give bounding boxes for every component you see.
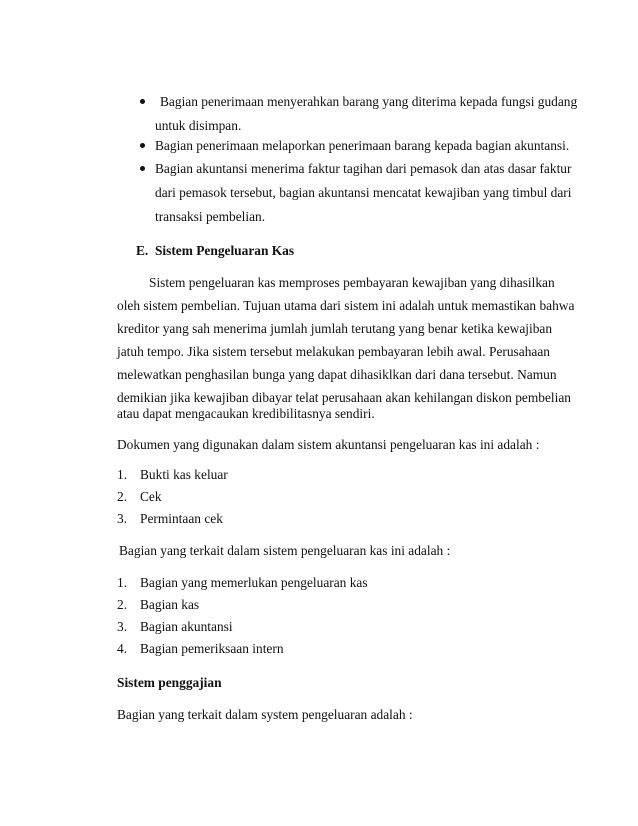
list-number: 2.	[117, 597, 128, 612]
documents-intro: Dokumen yang digunakan dalam sistem akuntansi pengeluaran kas ini adalah :	[117, 437, 540, 452]
paragraph-line: demikian jika kewajiban dibayar telat perusahaan akan kehilangan diskon pembelian	[117, 390, 572, 405]
bullet-text-line: Bagian penerimaan melaporkan penerimaan barang kepada bagian akuntansi.	[155, 138, 570, 153]
list-item	[117, 617, 233, 636]
list-item-text: Permintaan cek	[140, 511, 223, 526]
list-item-text: Bagian yang memerlukan pengeluaran kas	[140, 575, 368, 590]
paragraph-line: melewatkan penghasilan bunga yang dapat dihasiklkan dari dana tersebut. Namun	[117, 367, 557, 382]
bullet-icon	[140, 143, 145, 148]
paragraph-line: kreditor yang sah menerima jumlah jumlah terutang yang benar ketika kewajiban	[117, 321, 553, 336]
list-item	[117, 573, 368, 592]
list-item	[117, 509, 223, 528]
bullet-text-line: untuk disimpan.	[155, 118, 242, 133]
paragraph-line: Sistem pengeluaran kas memproses pembayaran kewajiban yang dihasilkan	[149, 275, 555, 290]
parts-intro: Bagian yang terkait dalam sistem pengeluaran kas ini adalah :	[119, 543, 451, 558]
list-item	[117, 639, 284, 658]
list-number: 3.	[117, 511, 128, 526]
section-heading: E. Sistem Pengeluaran Kas	[136, 243, 295, 258]
bullet-text-line: dari pemasok tersebut, bagian akuntansi mencatat kewajiban yang timbul dari	[155, 185, 572, 200]
bullet-text-line: transaksi pembelian.	[155, 209, 266, 224]
list-item	[117, 465, 228, 484]
payroll-heading: Sistem penggajian	[117, 675, 222, 690]
bullet-icon	[140, 166, 145, 171]
list-item-text: Bukti kas keluar	[140, 467, 228, 482]
paragraph-line: atau dapat mengacaukan kredibilitasnya sendiri.	[117, 406, 375, 421]
list-item-text: Cek	[140, 489, 162, 504]
list-number: 4.	[117, 641, 128, 656]
list-number: 3.	[117, 619, 128, 634]
list-number: 1.	[117, 467, 128, 482]
paragraph-line: oleh sistem pembelian. Tujuan utama dari sistem ini adalah untuk memastikan bahwa	[117, 298, 575, 313]
bullet-icon	[140, 99, 145, 104]
list-item-text: Bagian akuntansi	[140, 619, 233, 634]
list-number: 2.	[117, 489, 128, 504]
paragraph-line: jatuh tempo. Jika sistem tersebut melakukan pembayaran lebih awal. Perusahaan	[117, 344, 550, 359]
list-number: 1.	[117, 575, 128, 590]
list-item	[117, 487, 162, 506]
list-item-text: Bagian pemeriksaan intern	[140, 641, 284, 656]
bullet-text-line: Bagian penerimaan menyerahkan barang yang diterima kepada fungsi gudang	[160, 94, 578, 109]
list-item	[117, 595, 199, 614]
payroll-intro: Bagian yang terkait dalam system pengeluaran adalah :	[117, 707, 413, 722]
list-item-text: Bagian kas	[140, 597, 200, 612]
bullet-text-line: Bagian akuntansi menerima faktur tagihan dari pemasok dan atas dasar faktur	[155, 161, 572, 176]
